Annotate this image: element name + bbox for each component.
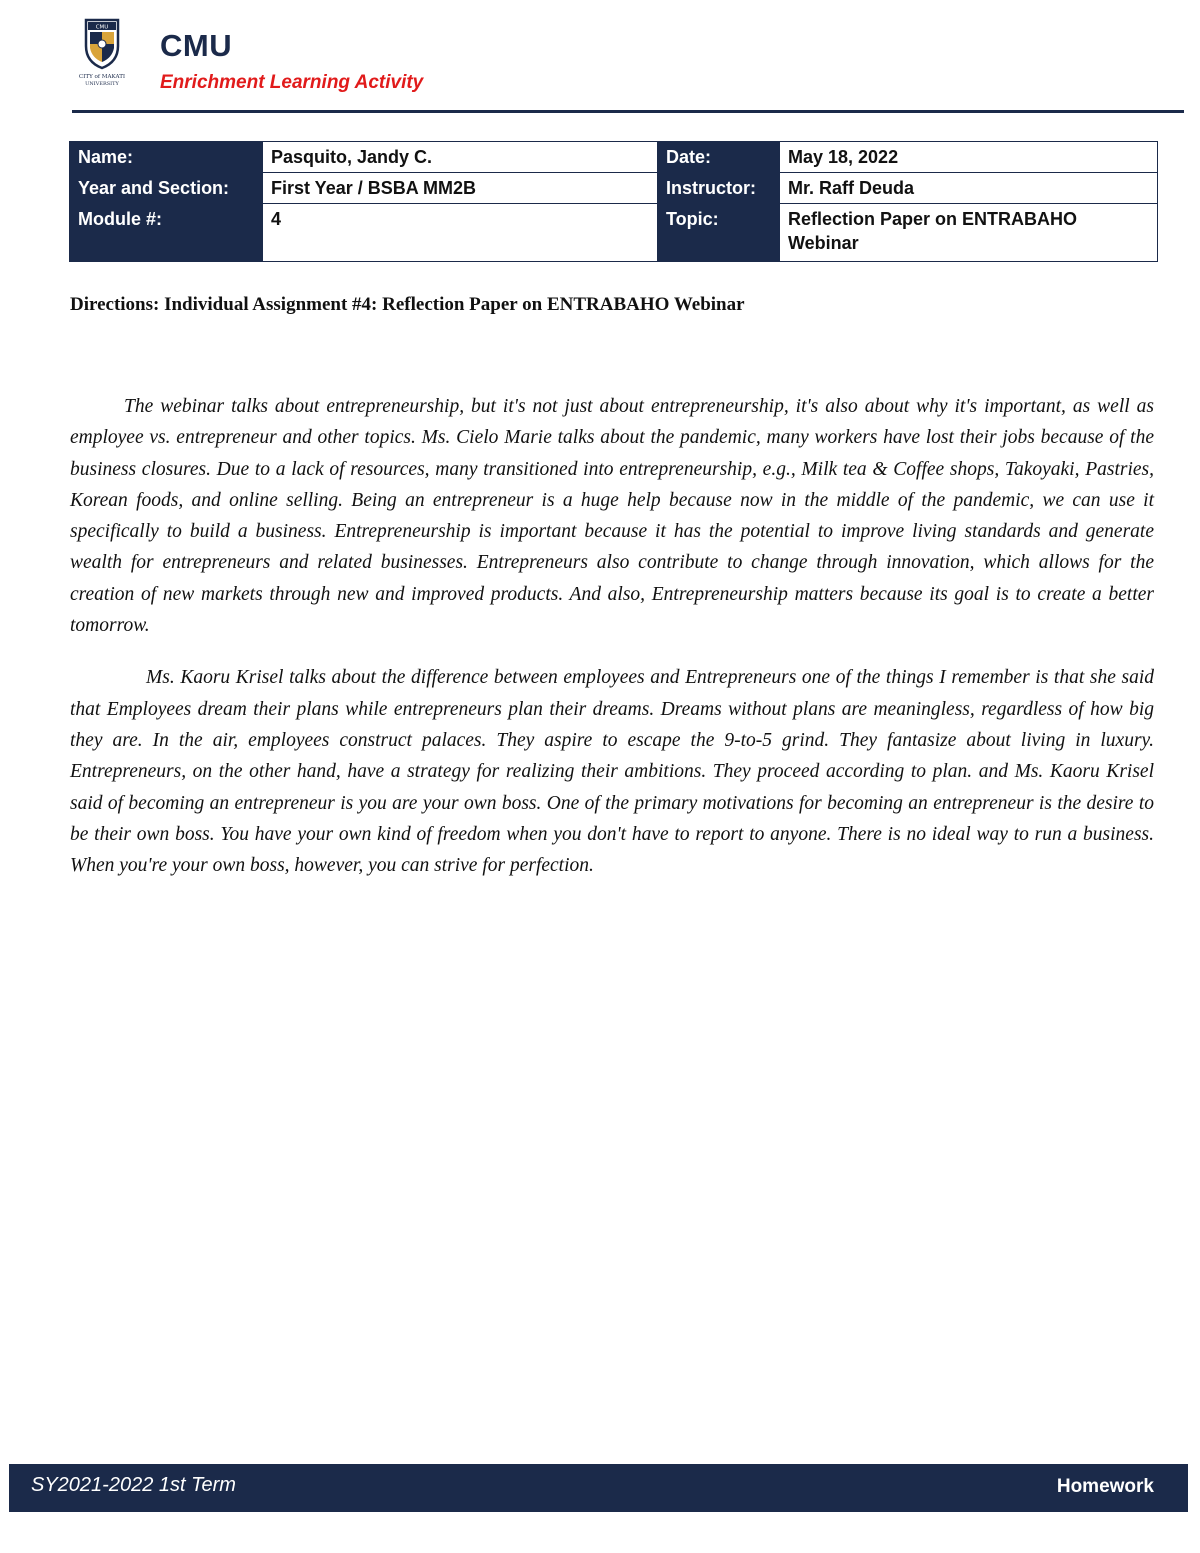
brand-title: CMU [160,28,233,63]
topic-value: Reflection Paper on ENTRABAHO Webinar [780,204,1158,262]
date-value: May 18, 2022 [780,142,1158,173]
module-value: 4 [263,204,658,262]
activity-info-table [69,141,1158,262]
section-label: Year and Section: [70,173,263,204]
footer-document-type: Homework [1056,1476,1154,1497]
header-divider [72,110,1184,113]
name-value: Pasquito, Jandy C. [263,142,658,173]
instructor-label: Instructor: [658,173,780,204]
info-row-name-date [70,142,1158,173]
essay-paragraph-1: The webinar talks about entrepreneurship, but it's not just about entrepreneurship, it's also about why it's important, as well as employee vs. entrepreneur and other topics. Ms. Cielo Marie talks about the pandemic, many workers have lost their jobs because of the business closures. Due to a lack of resources, many transitioned into entrepreneurship, e.g., Milk tea & Coffee shops, Takoyaki, Pastries, Korean foods, and online selling. Being an entrepreneur is a huge help because now in the middle of the pandemic, we can use it specifically to build a business. Entrepreneurship is important because it has the potential to improve living standards and generate wealth for entrepreneurs and related businesses. Entrepreneurs also contribute to change through innovation, which allows for the creation of new markets through new and improved products. And also, Entrepreneurship matters because its goal is to create a better tomorrow. [70,396,1154,637]
university-logo [72,16,132,96]
instructor-value: Mr. Raff Deuda [780,173,1158,204]
page-header [72,16,1192,116]
page-footer [9,1464,1188,1512]
essay-paragraph-2: Ms. Kaoru Krisel talks about the difference between employees and Entrepreneurs one of the things I remember is that she said that Employees dream their plans while entrepreneurs plan their dreams. Dreams without plans are meaningless, regardless of how big they are. In the air, employees construct palaces. They aspire to escape the 9-to-5 grind. They fantasize about living in luxury. Entrepreneurs, on the other hand, have a strategy for realizing their ambitions. They proceed according to plan. and Ms. Kaoru Krisel said of becoming an entrepreneur is you are your own boss. One of the primary motivations for becoming an entrepreneur is the desire to be their own boss. You have your own kind of freedom when you don't have to report to anyone. There is no ideal way to run a business. When you're your own boss, however, you can strive for perfection. [70,667,1154,877]
section-value: First Year / BSBA MM2B [263,173,658,204]
university-crest-icon [72,16,132,96]
reflection-essay [70,391,1154,881]
module-label: Module #: [70,204,263,262]
assignment-directions: Directions: Individual Assignment #4: Reflection Paper on ENTRABAHO Webinar [70,294,745,315]
info-row-module-topic [70,204,1158,262]
svg-text:CMU: CMU [95,24,109,31]
svg-text:UNIVERSITY: UNIVERSITY [85,81,119,87]
date-label: Date: [658,142,780,173]
footer-term: SY2021-2022 1st Term [31,1474,236,1496]
brand-subtitle: Enrichment Learning Activity [160,72,424,93]
name-label: Name: [70,142,263,173]
topic-label: Topic: [658,204,780,262]
info-row-section-instructor [70,173,1158,204]
svg-text:CITY of MAKATI: CITY of MAKATI [78,74,126,80]
